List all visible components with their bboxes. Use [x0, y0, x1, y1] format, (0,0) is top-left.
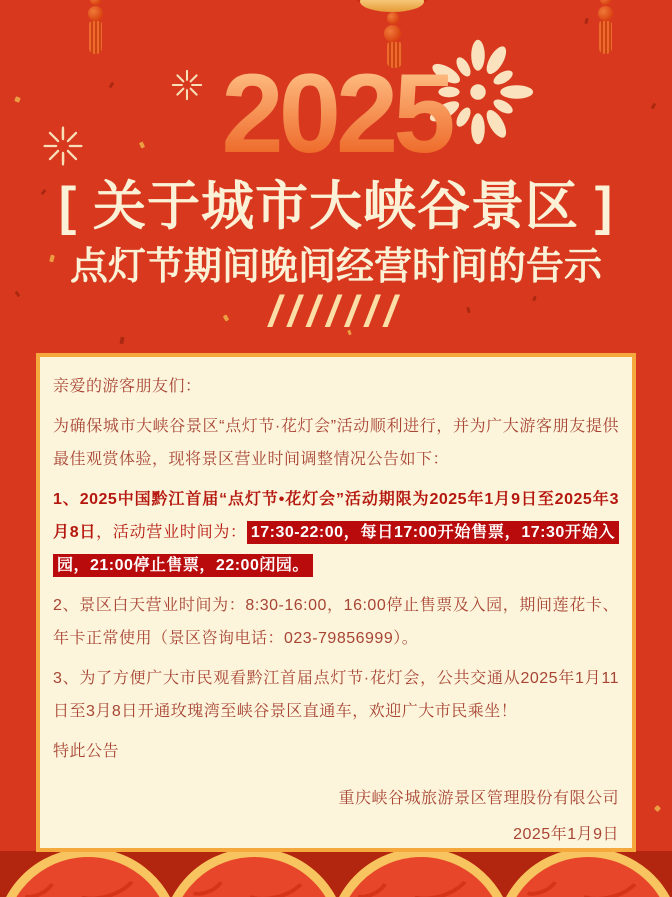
left-tassel-bead-icon [90, 0, 101, 5]
poster-subtitle: 点灯节期间晚间经营时间的告示 [69, 246, 602, 288]
intro-paragraph: 为确保城市大峡谷景区“点灯节·花灯会”活动顺利进行，并为广大游客朋友提供最佳观赏体验，现将景区营业时间调整情况公告如下： [53, 418, 619, 468]
right-tassel-icon [599, 21, 612, 54]
confetti-speck [584, 18, 588, 25]
lantern-bead-icon [387, 12, 399, 24]
notice-panel [36, 353, 636, 852]
poster-title: [ 关于城市大峡谷景区 ] [58, 177, 614, 236]
right-tassel-bead-icon [600, 0, 611, 5]
confetti-speck [654, 805, 661, 812]
company-signature: 重庆峡谷城旅游景区管理股份有限公司 [338, 790, 619, 807]
confetti-speck [119, 337, 124, 345]
notice-date: 2025年1月9日 [513, 826, 619, 843]
signature-block [53, 782, 619, 851]
item2-paragraph: 2、景区白天营业时间为：8:30-16:00，16:00停止售票及入园，期间莲花卡、年卡正常使用（景区咨询电话：023-79856999）。 [53, 597, 619, 647]
left-tassel-icon [89, 21, 102, 54]
item1-lead-regular: ，活动营业时间为： [96, 524, 247, 541]
lantern-cap-icon [360, 0, 424, 12]
salutation: 亲爱的游客朋友们： [53, 378, 202, 395]
decorative-slashes: /////// [268, 287, 404, 336]
item3-paragraph: 3、为了方便广大市民观看黔江首届点灯节·花灯会，公共交通从2025年1月11日至3月8日开通玫瑰湾至峡谷景区直通车，欢迎广大市民乘坐！ [53, 670, 619, 720]
year-headline: 2025 [0, 58, 672, 170]
lantern-bead-icon [384, 25, 401, 42]
item1-paragraph [53, 483, 619, 582]
closing-line: 特此公告 [53, 743, 120, 760]
right-tassel-bead-icon [598, 6, 613, 21]
item1-highlighted-hours: 17:30-22:00，每日17:00开始售票，17:30开始入园，21:00停止售票，22:00闭园。 [53, 521, 619, 577]
left-tassel-bead-icon [88, 6, 103, 21]
item1-lead-bold: 1、2025中国黔江首届“点灯节•花灯会”活动期限为2025年1月9日至2025年3月8日 [53, 491, 619, 541]
